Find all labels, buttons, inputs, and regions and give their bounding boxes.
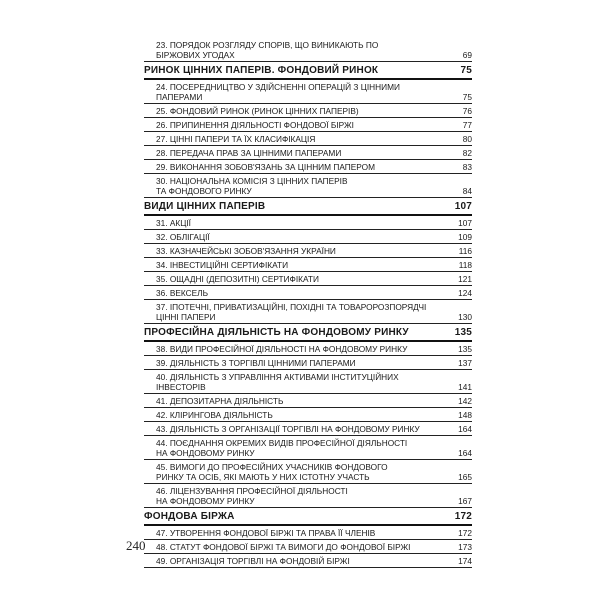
entry-page-number: 75 bbox=[460, 65, 472, 76]
entry-page-number: 172 bbox=[458, 528, 472, 538]
entry-title: 30. НАЦІОНАЛЬНА КОМІСІЯ З ЦІННИХ ПАПЕРІВ ТА ФОНДОВОГО РИНКУ bbox=[156, 176, 348, 196]
entry-page-number: 75 bbox=[462, 92, 472, 102]
toc-entry bbox=[144, 484, 472, 508]
entry-title: 33. КАЗНАЧЕЙСЬКІ ЗОБОВ'ЯЗАННЯ УКРАЇНИ bbox=[156, 246, 336, 256]
entry-title: 39. ДІЯЛЬНІСТЬ З ТОРГІВЛІ ЦІННИМИ ПАПЕРАМИ bbox=[156, 358, 356, 368]
toc-entry bbox=[144, 370, 472, 394]
entry-page-number: 77 bbox=[462, 120, 472, 130]
toc-entry bbox=[144, 104, 472, 118]
entry-page-number: 164 bbox=[458, 448, 472, 458]
entry-page-number: 135 bbox=[458, 344, 472, 354]
entry-title: 47. УТВОРЕННЯ ФОНДОВОЇ БІРЖІ ТА ПРАВА ЇЇ ЧЛЕНІВ bbox=[156, 528, 376, 538]
entry-title: 25. ФОНДОВИЙ РИНОК (РИНОК ЦІННИХ ПАПЕРІВ) bbox=[156, 106, 359, 116]
toc-entry bbox=[144, 244, 472, 258]
entry-page-number: 84 bbox=[462, 186, 472, 196]
entry-title: 29. ВИКОНАННЯ ЗОБОВ'ЯЗАНЬ ЗА ЦІННИМ ПАПЕРОМ bbox=[156, 162, 375, 172]
entry-title: 38. ВИДИ ПРОФЕСІЙНОЇ ДІЯЛЬНОСТІ НА ФОНДОВОМУ РИНКУ bbox=[156, 344, 408, 354]
toc-entry bbox=[144, 174, 472, 198]
entry-title: 32. ОБЛІГАЦІЇ bbox=[156, 232, 210, 242]
toc-section-heading bbox=[144, 62, 472, 80]
entry-page-number: 82 bbox=[462, 148, 472, 158]
entry-title: 37. ІПОТЕЧНІ, ПРИВАТИЗАЦІЙНІ, ПОХІДНІ ТА ТОВАРОРОЗПОРЯДЧІ ЦІННІ ПАПЕРИ bbox=[156, 302, 427, 322]
entry-title: 46. ЛІЦЕНЗУВАННЯ ПРОФЕСІЙНОЇ ДІЯЛЬНОСТІ НА ФОНДОВОМУ РИНКУ bbox=[156, 486, 348, 506]
entry-page-number: 116 bbox=[458, 246, 472, 256]
toc-entry bbox=[144, 80, 472, 104]
entry-page-number: 165 bbox=[458, 472, 472, 482]
entry-title: 27. ЦІННІ ПАПЕРИ ТА ЇХ КЛАСИФІКАЦІЯ bbox=[156, 134, 316, 144]
toc-entry bbox=[144, 216, 472, 230]
entry-page-number: 124 bbox=[458, 288, 472, 298]
toc-section-heading bbox=[144, 324, 472, 342]
toc-entry bbox=[144, 342, 472, 356]
entry-title: 49. ОРГАНІЗАЦІЯ ТОРГІВЛІ НА ФОНДОВІЙ БІРЖІ bbox=[156, 556, 350, 566]
entry-page-number: 118 bbox=[458, 260, 472, 270]
toc-entry bbox=[144, 408, 472, 422]
entry-page-number: 76 bbox=[462, 106, 472, 116]
toc-entry bbox=[144, 422, 472, 436]
toc-entry bbox=[144, 230, 472, 244]
entry-title: 26. ПРИПИНЕННЯ ДІЯЛЬНОСТІ ФОНДОВОЇ БІРЖІ bbox=[156, 120, 354, 130]
toc-entry bbox=[144, 526, 472, 540]
entry-page-number: 121 bbox=[458, 274, 472, 284]
entry-page-number: 69 bbox=[462, 50, 472, 60]
entry-title: 40. ДІЯЛЬНІСТЬ З УПРАВЛІННЯ АКТИВАМИ ІНСТИТУЦІЙНИХ ІНВЕСТОРІВ bbox=[156, 372, 399, 392]
entry-page-number: 164 bbox=[458, 424, 472, 434]
entry-title: 48. СТАТУТ ФОНДОВОЇ БІРЖІ ТА ВИМОГИ ДО ФОНДОВОЇ БІРЖІ bbox=[156, 542, 411, 552]
entry-page-number: 174 bbox=[458, 556, 472, 566]
entry-page-number: 148 bbox=[458, 410, 472, 420]
entry-page-number: 107 bbox=[458, 218, 472, 228]
entry-title: 36. ВЕКСЕЛЬ bbox=[156, 288, 209, 298]
entry-page-number: 130 bbox=[458, 312, 472, 322]
entry-title: 42. КЛІРИНГОВА ДІЯЛЬНІСТЬ bbox=[156, 410, 273, 420]
toc-entry bbox=[144, 132, 472, 146]
toc-entry bbox=[144, 394, 472, 408]
entry-page-number: 173 bbox=[458, 542, 472, 552]
entry-page-number: 109 bbox=[458, 232, 472, 242]
entry-page-number: 141 bbox=[458, 382, 472, 392]
toc-entry bbox=[144, 146, 472, 160]
entry-page-number: 107 bbox=[454, 201, 472, 212]
toc-entry bbox=[144, 460, 472, 484]
toc-entry bbox=[144, 436, 472, 460]
toc-entry bbox=[144, 160, 472, 174]
toc-entry bbox=[144, 540, 472, 554]
toc-entry bbox=[144, 356, 472, 370]
page-number-footer: 240 bbox=[126, 538, 146, 553]
entry-title: 35. ОЩАДНІ (ДЕПОЗИТНІ) СЕРТИФІКАТИ bbox=[156, 274, 319, 284]
entry-title: 43. ДІЯЛЬНІСТЬ З ОРГАНІЗАЦІЇ ТОРГІВЛІ НА ФОНДОВОМУ РИНКУ bbox=[156, 424, 420, 434]
entry-page-number: 135 bbox=[454, 327, 472, 338]
toc-section-heading bbox=[144, 198, 472, 216]
table-of-contents bbox=[144, 38, 472, 568]
toc-entry bbox=[144, 286, 472, 300]
entry-page-number: 167 bbox=[458, 496, 472, 506]
entry-title: 24. ПОСЕРЕДНИЦТВО У ЗДІЙСНЕННІ ОПЕРАЦІЙ З ЦІННИМИ ПАПЕРАМИ bbox=[156, 82, 400, 102]
toc-entry bbox=[144, 300, 472, 324]
toc-entry bbox=[144, 554, 472, 568]
section-title: ПРОФЕСІЙНА ДІЯЛЬНІСТЬ НА ФОНДОВОМУ РИНКУ bbox=[144, 327, 409, 338]
entry-title: 31. АКЦІЇ bbox=[156, 218, 191, 228]
toc-entry bbox=[144, 38, 472, 62]
toc-section-heading bbox=[144, 508, 472, 526]
entry-title: 44. ПОЄДНАННЯ ОКРЕМИХ ВИДІВ ПРОФЕСІЙНОЇ ДІЯЛЬНОСТІ НА ФОНДОВОМУ РИНКУ bbox=[156, 438, 408, 458]
toc-entry bbox=[144, 272, 472, 286]
section-title: ФОНДОВА БІРЖА bbox=[144, 511, 235, 522]
entry-title: 41. ДЕПОЗИТАРНА ДІЯЛЬНІСТЬ bbox=[156, 396, 284, 406]
toc-entry bbox=[144, 258, 472, 272]
section-title: ВИДИ ЦІННИХ ПАПЕРІВ bbox=[144, 201, 266, 212]
entry-page-number: 137 bbox=[458, 358, 472, 368]
entry-title: 34. ІНВЕСТИЦІЙНІ СЕРТИФІКАТИ bbox=[156, 260, 289, 270]
entry-page-number: 172 bbox=[454, 511, 472, 522]
entry-title: 28. ПЕРЕДАЧА ПРАВ ЗА ЦІННИМИ ПАПЕРАМИ bbox=[156, 148, 342, 158]
toc-entry bbox=[144, 118, 472, 132]
entry-title: 45. ВИМОГИ ДО ПРОФЕСІЙНИХ УЧАСНИКІВ ФОНДОВОГО РИНКУ ТА ОСІБ, ЯКІ МАЮТЬ У НИХ ІСТОТНУ УЧАСТЬ bbox=[156, 462, 388, 482]
entry-page-number: 83 bbox=[462, 162, 472, 172]
entry-page-number: 80 bbox=[462, 134, 472, 144]
section-title: РИНОК ЦІННИХ ПАПЕРІВ. ФОНДОВИЙ РИНОК bbox=[144, 65, 379, 76]
entry-page-number: 142 bbox=[458, 396, 472, 406]
entry-title: 23. ПОРЯДОК РОЗГЛЯДУ СПОРІВ, ЩО ВИНИКАЮТЬ ПО БІРЖОВИХ УГОДАХ bbox=[156, 40, 379, 60]
